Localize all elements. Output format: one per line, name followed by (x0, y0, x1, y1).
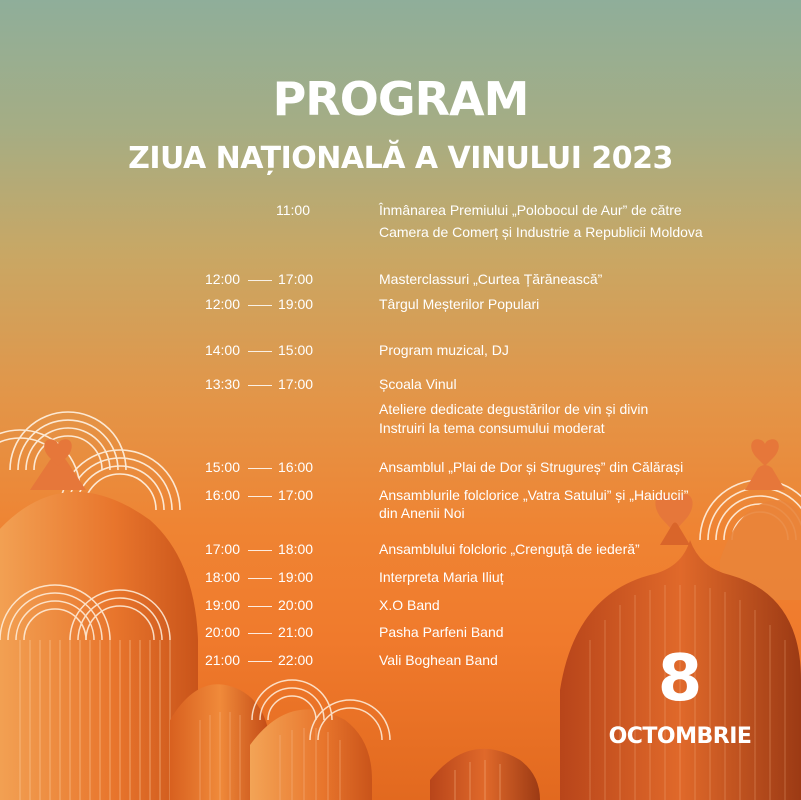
event-name: Masterclassuri „Curtea Țărănească” (379, 271, 603, 287)
event-line-2: din Anenii Noi (379, 505, 465, 521)
start-time: 11:00 (276, 202, 310, 218)
start-time: 16:00 (204, 487, 240, 503)
end-time: 19:00 (278, 569, 314, 585)
date-month: OCTOMBRIE (608, 724, 752, 749)
page-subtitle: ZIUA NAȚIONALĂ A VINULUI 2023 (128, 141, 673, 176)
event-line-1: Înmânarea Premiului „Polobocul de Aur” de către (379, 202, 682, 218)
event-name (379, 401, 648, 436)
start-time: 12:00 (204, 271, 240, 287)
time-dash (248, 661, 272, 662)
end-time: 19:00 (278, 296, 314, 312)
start-time: 12:00 (204, 296, 240, 312)
event-name (379, 487, 688, 521)
event-line-2: Instruiri la tema consumului moderat (379, 420, 605, 436)
time-dash (248, 550, 272, 551)
event-name (379, 202, 703, 240)
start-time: 13:30 (204, 376, 240, 392)
start-time: 20:00 (204, 624, 240, 640)
end-time: 17:00 (278, 487, 314, 503)
end-time: 16:00 (278, 459, 314, 475)
end-time: 17:00 (278, 376, 314, 392)
event-line-2: Camera de Comerț și Industrie a Republicii Moldova (379, 224, 703, 240)
time-dash (248, 496, 272, 497)
end-time: 22:00 (278, 652, 314, 668)
event-name: Târgul Meșterilor Populari (379, 296, 540, 312)
event-name: Program muzical, DJ (379, 342, 509, 358)
page-title: PROGRAM (272, 72, 529, 126)
end-time: 20:00 (278, 597, 314, 613)
time-dash (248, 280, 272, 281)
time-dash (248, 633, 272, 634)
start-time: 19:00 (204, 597, 240, 613)
event-name: X.O Band (379, 597, 440, 613)
start-time: 21:00 (204, 652, 240, 668)
start-time: 14:00 (204, 342, 240, 358)
end-time: 15:00 (278, 342, 314, 358)
time-dash (248, 468, 272, 469)
start-time: 18:00 (204, 569, 240, 585)
time-dash (248, 305, 272, 306)
end-time: 18:00 (278, 541, 314, 557)
event-name: Vali Boghean Band (379, 652, 498, 668)
start-time: 15:00 (204, 459, 240, 475)
event-name: Ansamblul „Plai de Dor și Strugureș” din Călărași (379, 459, 684, 475)
event-line-1: Ansamblurile folclorice „Vatra Satului” și „Haiducii” (379, 487, 689, 503)
event-name: Școala Vinul (379, 376, 457, 392)
start-time: 17:00 (204, 541, 240, 557)
event-line-1: Ateliere dedicate degustărilor de vin și divin (379, 401, 649, 417)
event-name: Pasha Parfeni Band (379, 624, 504, 640)
time-dash (248, 606, 272, 607)
end-time: 17:00 (278, 271, 314, 287)
event-name: Interpreta Maria Iliuț (379, 569, 504, 585)
time-dash (248, 351, 272, 352)
time-dash (248, 578, 272, 579)
time-dash (248, 385, 272, 386)
date-day: 8 (657, 642, 703, 716)
end-time: 21:00 (278, 624, 314, 640)
event-name: Ansamblului folcloric „Crenguță de iederă” (379, 541, 640, 557)
